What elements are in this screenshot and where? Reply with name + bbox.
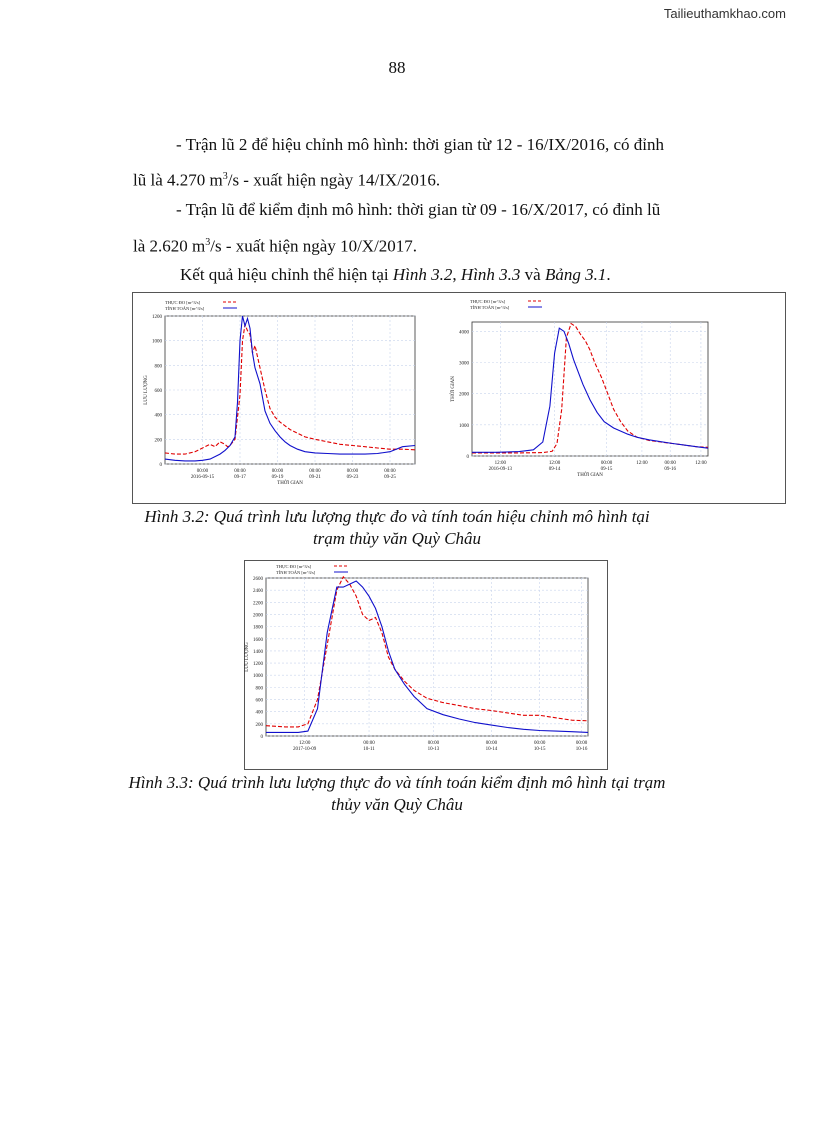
y-tick-label: 400 <box>154 413 162 419</box>
y-tick-label: 2400 <box>253 589 263 595</box>
y-tick-label: 600 <box>255 698 263 704</box>
x-tick-sublabel: 10-16 <box>575 747 588 752</box>
y-tick-label: 1000 <box>253 674 263 680</box>
caption-figure-3-3-line-2: thủy văn Quỳ Châu <box>331 795 463 814</box>
y-tick-label: 1800 <box>253 625 263 631</box>
y-tick-label: 2000 <box>253 613 263 619</box>
x-tick-label: 12:00 <box>695 461 707 466</box>
text-run: . <box>606 265 611 284</box>
y-tick-label: 2600 <box>253 577 263 582</box>
x-tick-sublabel: 10-14 <box>485 747 498 752</box>
text-run: , <box>452 265 461 284</box>
y-tick-label: 2000 <box>459 392 469 398</box>
text-run: là 2.620 m <box>133 236 206 256</box>
paragraph-flood-2-line-2 <box>133 160 440 197</box>
chart-calibration-left <box>135 294 435 500</box>
legend-label: TÍNH TOÁN [m^3/s] <box>276 570 316 575</box>
x-tick-label: 00:00 <box>600 461 613 466</box>
x-tick-label: 00:00 <box>485 741 498 746</box>
y-tick-label: 200 <box>154 438 162 444</box>
y-tick-label: 3000 <box>459 361 469 367</box>
text-run: và <box>520 265 545 284</box>
x-tick-label: 00:00 <box>196 469 209 474</box>
x-tick-label: 12:00 <box>548 461 561 466</box>
chart-verification <box>246 562 604 766</box>
y-tick-label: 0 <box>260 735 263 740</box>
y-tick-label: 400 <box>255 710 263 716</box>
x-tick-label: 00:00 <box>534 741 546 746</box>
plot-area <box>472 322 708 456</box>
x-tick-label: 00:00 <box>427 741 440 746</box>
paragraph-flood-2-line-1: - Trận lũ 2 để hiệu chỉnh mô hình: thời gian từ 12 - 16/IX/2016, có đỉnh <box>176 135 665 154</box>
y-tick-label: 1000 <box>152 339 162 345</box>
x-tick-sublabel: 09-16 <box>664 467 677 472</box>
x-tick-label: 00:00 <box>384 469 396 474</box>
chart-calibration-right <box>440 294 780 494</box>
legend-label: TÍNH TOÁN [m^3/s] <box>165 306 205 311</box>
x-tick-sublabel: 09-14 <box>548 467 561 472</box>
y-axis-label: LƯU LƯỢNG <box>144 375 149 405</box>
legend-label: TÍNH TOÁN [m^3/s] <box>470 305 510 310</box>
x-tick-label: 00:00 <box>363 741 375 746</box>
legend-label: THỰC ĐO [m^3/s] <box>165 300 201 305</box>
y-tick-label: 1200 <box>253 662 263 668</box>
plot-area <box>266 578 588 736</box>
x-tick-label: 00:00 <box>346 469 359 474</box>
figure-reference: Hình 3.2 <box>392 265 453 284</box>
y-tick-label: 1200 <box>152 315 162 320</box>
text-run: lũ là 4.270 m <box>133 170 223 190</box>
y-tick-label: 2200 <box>253 601 263 607</box>
x-tick-sublabel: 09-25 <box>384 475 396 480</box>
x-tick-label: 12:00 <box>636 461 648 466</box>
y-tick-label: 0 <box>159 463 162 468</box>
x-tick-label: 00:00 <box>271 469 284 474</box>
x-tick-label: 12:00 <box>298 741 311 746</box>
x-tick-label: 00:00 <box>234 469 246 474</box>
x-axis-label: THỜI GIAN <box>277 481 303 486</box>
legend-label: THỰC ĐO [m^3/s] <box>470 299 506 304</box>
x-tick-sublabel: 2016-09-15 <box>190 475 215 480</box>
x-tick-sublabel: 10-11 <box>363 747 375 752</box>
y-axis-label: THỜI GIAN <box>451 376 456 402</box>
x-tick-sublabel: 09-15 <box>600 467 613 472</box>
y-tick-label: 1400 <box>253 649 263 655</box>
caption-figure-3-3-line-1: Hình 3.3: Quá trình lưu lượng thực đo và tính toán kiểm định mô hình tại trạm <box>128 773 666 792</box>
legend-label: THỰC ĐO [m^3/s] <box>276 564 312 569</box>
caption-figure-3-2-line-2: trạm thủy văn Quỳ Châu <box>312 529 482 548</box>
x-tick-sublabel: 09-17 <box>234 475 246 480</box>
x-tick-sublabel: 10-15 <box>533 747 546 752</box>
y-tick-label: 1600 <box>253 637 263 643</box>
x-tick-sublabel: 2016-09-13 <box>488 467 512 472</box>
y-tick-label: 0 <box>466 455 469 460</box>
x-tick-sublabel: 09-23 <box>346 475 359 480</box>
y-tick-label: 200 <box>255 722 263 728</box>
y-tick-label: 600 <box>154 389 162 394</box>
page-number: 88 <box>388 58 406 77</box>
y-tick-label: 4000 <box>459 330 469 336</box>
table-reference: Bảng 3.1 <box>544 265 607 284</box>
y-tick-label: 800 <box>154 364 162 370</box>
x-tick-label: 12:00 <box>494 461 507 466</box>
x-tick-label: 00:00 <box>309 469 321 474</box>
text-run: /s - xuất hiện ngày 14/IX/2016. <box>227 170 441 190</box>
x-tick-sublabel: 09-19 <box>271 475 284 480</box>
x-axis-label: THỜI GIAN <box>577 473 603 478</box>
figure-reference: Hình 3.3 <box>460 265 521 284</box>
y-tick-label: 1000 <box>459 423 469 429</box>
x-tick-label: 00:00 <box>575 741 588 746</box>
watermark: Tailieuthamkhao.com <box>663 6 786 21</box>
y-tick-label: 800 <box>255 686 263 692</box>
superscript: 3 <box>205 237 211 248</box>
x-tick-sublabel: 09-21 <box>309 475 321 480</box>
caption-figure-3-2-line-1: Hình 3.2: Quá trình lưu lượng thực đo và tính toán hiệu chỉnh mô hình tại <box>144 507 650 526</box>
superscript: 3 <box>222 171 228 182</box>
x-tick-sublabel: 10-13 <box>427 747 440 752</box>
y-axis-label: LƯU LƯỢNG <box>245 642 250 672</box>
paragraph-results <box>180 258 611 291</box>
x-tick-label: 00:00 <box>664 461 676 466</box>
x-tick-sublabel: 2017-10-09 <box>292 747 317 752</box>
text-run: Kết quả hiệu chỉnh thể hiện tại <box>180 265 393 284</box>
text-run: /s - xuất hiện ngày 10/X/2017. <box>210 236 418 256</box>
paragraph-verification-line-1: - Trận lũ để kiểm định mô hình: thời gian từ 09 - 16/X/2017, có đỉnh lũ <box>176 200 661 219</box>
